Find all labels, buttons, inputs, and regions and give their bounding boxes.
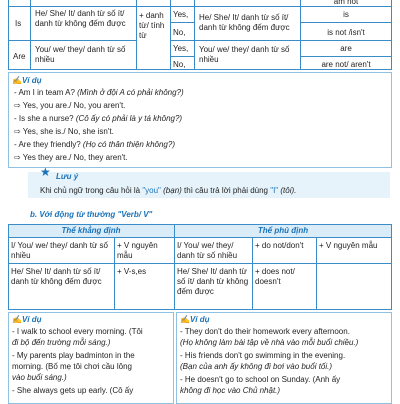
example-line: ⇨ Yes, she is./ No, she isn't. — [14, 127, 114, 136]
no-is: No, — [173, 28, 186, 37]
example-icon: ✍ — [12, 76, 22, 85]
example-line: - Are they friendly? (Họ có thân thiện không?) — [14, 140, 175, 149]
example-line: (Họ không làm bài tập về nhà vào mỗi buổi chiều.) — [180, 338, 359, 347]
star-icon: ★ — [40, 165, 51, 179]
note-title: Lưu ý — [56, 172, 79, 181]
example-line: morning. (Bố mẹ tôi chơi cầu lông — [12, 362, 132, 371]
example-line: vào buổi sáng.) — [12, 373, 67, 382]
example-icon: ✍ — [180, 315, 190, 324]
header-negative: Thể phủ định — [257, 226, 309, 235]
answer-subject-plural: You/ we/ they/ danh từ số nhiều — [199, 45, 290, 64]
example-heading: ✍Ví dụ — [12, 76, 42, 85]
example-line: - They don't do their homework every afternoon. — [180, 327, 350, 336]
neg-am-not: am not — [333, 0, 359, 6]
divider — [194, 0, 195, 70]
subject-plural: You/ we/ they/ danh từ số nhiều — [35, 45, 126, 64]
divider — [8, 40, 136, 41]
verb-is: Is — [15, 19, 22, 28]
example-line: ⇨ Yes, you are./ No, you aren't. — [14, 101, 126, 110]
example-line: - My parents play badminton in the — [12, 351, 135, 360]
pos-is: is — [343, 10, 349, 19]
divider — [170, 22, 194, 23]
divider — [300, 56, 392, 57]
example-line: không đi học vào Chủ nhật.) — [180, 386, 281, 395]
divider — [170, 56, 194, 57]
aff-subject-plural: I/ You/ we/ they/ danh từ số nhiều — [11, 241, 108, 260]
example-line: - His friends don't go swimming in the evening. — [180, 351, 346, 360]
answer-subject-singular: He/ She/ It/ danh từ số ít/ danh từ không đếm được — [199, 13, 290, 32]
divider — [8, 237, 392, 238]
divider — [8, 263, 392, 264]
pos-are: are — [340, 44, 352, 53]
neg-verb-base: + V nguyên mẫu — [319, 241, 378, 250]
example-line: - I walk to school every morning. (Tôi — [12, 327, 143, 336]
neg-subject-singular: He/ She/ It/ danh từ số ít/ danh từ không đếm được — [177, 267, 249, 296]
example-icon: ✍ — [12, 315, 22, 324]
aff-verb-base: + V nguyên mẫu — [117, 241, 158, 260]
aff-verb-ses: + V-s,es — [117, 267, 147, 276]
complement: + danh từ/ tính từ — [139, 11, 165, 40]
example-heading-negative: ✍Ví dụ — [180, 315, 210, 324]
divider — [300, 22, 392, 23]
example-line: (Bạn của anh ấy không đi bơi vào buổi tối.) — [180, 362, 333, 371]
example-line: - He doesn't go to school on Sunday. (Anh ấy — [180, 375, 341, 384]
subject-singular: He/ She/ It/ danh từ số ít/ danh từ không đếm được — [35, 9, 126, 28]
divider — [170, 40, 392, 41]
no-are: No, — [173, 60, 186, 69]
example-line: ⇨ Yes they are./ No, they aren't. — [14, 153, 128, 162]
neg-does-not: + does not/ doesn't — [255, 267, 295, 286]
example-line: đi bộ đến trường mỗi sáng.) — [12, 338, 111, 347]
neg-example-lines — [176, 327, 392, 403]
verb-are: Are — [13, 52, 26, 61]
example-heading-affirmative: ✍Ví dụ — [12, 315, 42, 324]
example-lines — [8, 88, 392, 168]
note-text: Khi chủ ngữ trong câu hỏi là "you" (bạn) thì câu trả lời phải dùng "I" (tôi). — [40, 186, 297, 195]
example-line: - She always gets up early. (Cô ấy — [12, 386, 134, 395]
example-line: - Is she a nurse? (Cô ấy có phải là y tá không?) — [14, 114, 183, 123]
section-heading: b. Với động từ thường "Verb/ V" — [30, 210, 153, 219]
neg-are-not: are not/ aren't — [321, 60, 371, 69]
neg-subject-plural: I/ You/ we/ they/ danh từ số nhiều — [177, 241, 238, 260]
header-affirmative: Thể khẳng định — [61, 226, 121, 235]
aff-subject-singular: He/ She/ It/ danh từ số ít/ danh từ không đếm được — [11, 267, 102, 286]
aff-example-lines — [8, 327, 174, 403]
example-line: - Am I in team A? (Mình ở đội A có phải không?) — [14, 88, 184, 97]
yes-is: Yes, — [173, 10, 189, 19]
neg-do-not: + do not/don't — [255, 241, 304, 250]
neg-is-not: is not /isn't — [327, 28, 365, 37]
yes-are: Yes, — [173, 44, 189, 53]
